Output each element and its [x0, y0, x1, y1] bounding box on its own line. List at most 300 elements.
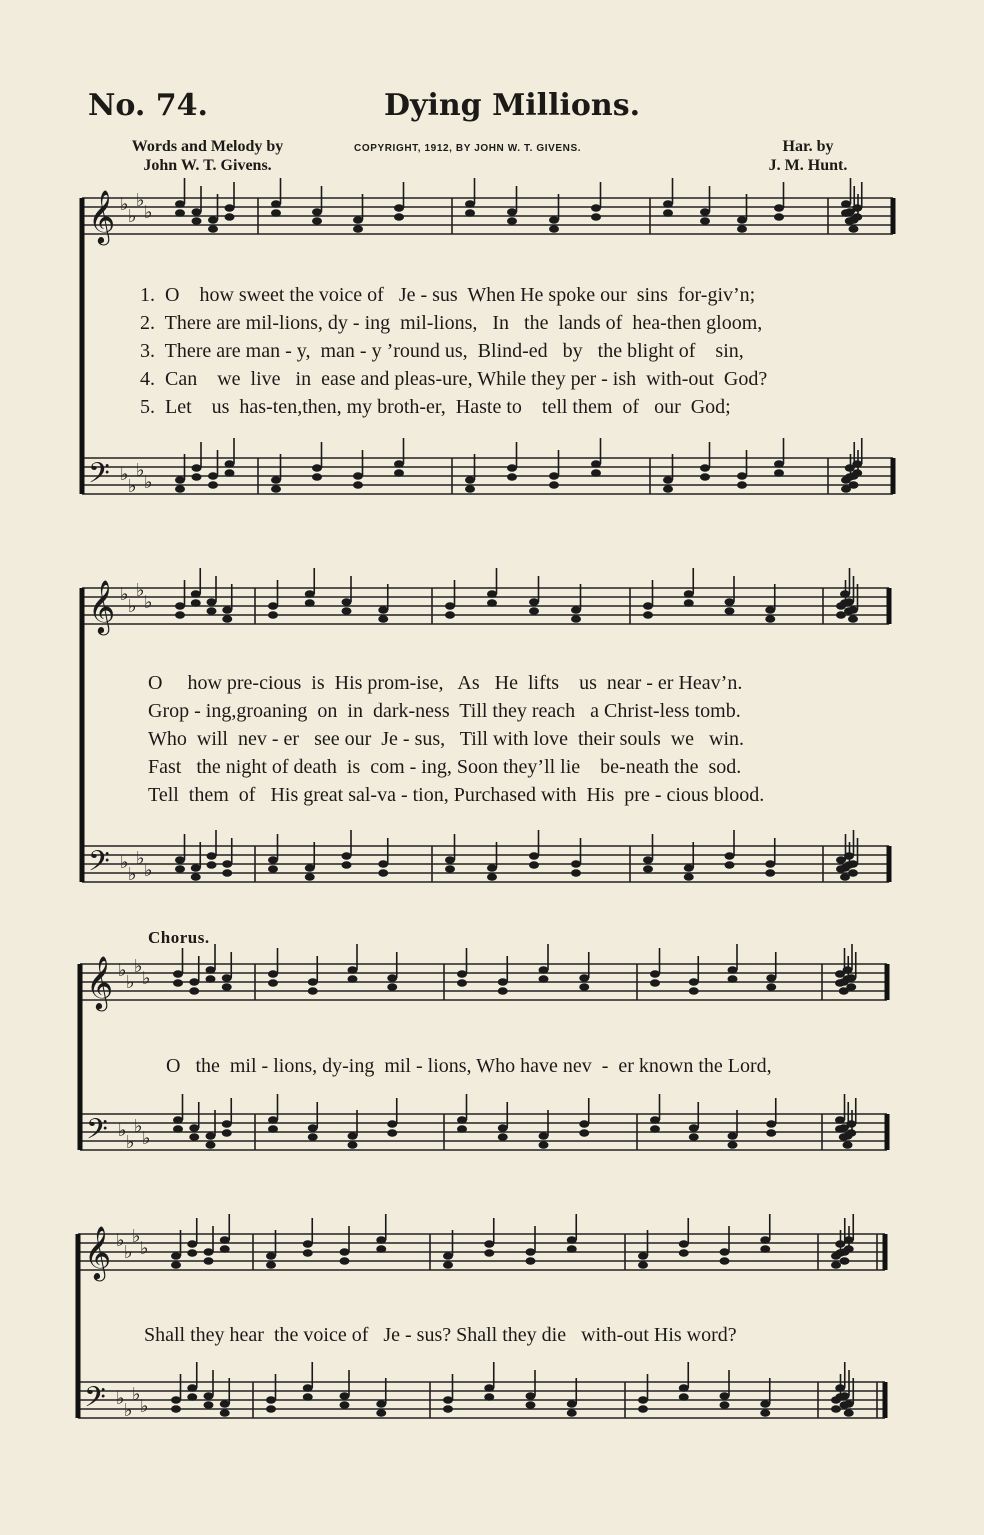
note-head — [567, 1400, 577, 1408]
note-head — [376, 1409, 386, 1417]
note-head — [843, 966, 853, 974]
note-head — [700, 473, 710, 481]
verse-5-line-b: Tell them of His great sal-va - tion, Purchased with His pre - cious blood. — [148, 784, 765, 806]
note-head — [579, 1129, 589, 1137]
note-head — [689, 1124, 699, 1132]
note-head — [443, 1252, 453, 1260]
treble-clef: 𝄞 — [84, 1225, 112, 1279]
note-head — [222, 983, 232, 991]
note-head — [638, 1405, 648, 1413]
note-head — [571, 606, 581, 614]
note-head — [848, 860, 858, 868]
note-head — [529, 607, 539, 615]
note-head — [187, 1249, 197, 1257]
flat-sign: ♭ — [134, 1116, 143, 1137]
note-head — [171, 1405, 181, 1413]
note-head — [207, 598, 217, 606]
note-head — [271, 476, 281, 484]
note-head — [700, 217, 710, 225]
note-head — [760, 1236, 770, 1244]
note-head — [303, 1384, 313, 1392]
note-head — [206, 1132, 216, 1140]
note-head — [684, 864, 694, 872]
flat-sign: ♭ — [126, 972, 135, 993]
note-head — [204, 1392, 214, 1400]
note-head — [650, 970, 660, 978]
note-head — [737, 481, 747, 489]
note-head — [173, 1125, 183, 1133]
flat-sign: ♭ — [144, 472, 153, 493]
note-head — [268, 970, 278, 978]
note-head — [192, 473, 202, 481]
note-head — [225, 469, 235, 477]
note-head — [303, 1249, 313, 1257]
note-head — [173, 1116, 183, 1124]
note-head — [342, 861, 352, 869]
note-head — [308, 1124, 318, 1132]
note-head — [207, 861, 217, 869]
note-head — [549, 472, 559, 480]
note-head — [222, 974, 232, 982]
note-head — [689, 987, 699, 995]
note-head — [689, 978, 699, 986]
note-head — [737, 225, 747, 233]
note-head — [643, 611, 653, 619]
note-head — [268, 979, 278, 987]
note-head — [484, 1384, 494, 1392]
note-head — [766, 1129, 776, 1137]
note-head — [443, 1405, 453, 1413]
note-head — [189, 978, 199, 986]
note-head — [204, 1401, 214, 1409]
note-head — [840, 1257, 850, 1265]
note-head — [268, 1116, 278, 1124]
note-head — [852, 469, 862, 477]
note-head — [571, 869, 581, 877]
note-head — [175, 611, 185, 619]
note-head — [484, 1393, 494, 1401]
note-head — [303, 1240, 313, 1248]
flat-sign: ♭ — [118, 1120, 127, 1141]
note-head — [376, 1400, 386, 1408]
note-head — [638, 1261, 648, 1269]
note-head — [378, 869, 388, 877]
note-head — [457, 970, 467, 978]
note-head — [445, 611, 455, 619]
note-head — [443, 1261, 453, 1269]
flat-sign: ♭ — [132, 1226, 141, 1247]
note-head — [445, 602, 455, 610]
note-head — [487, 590, 497, 598]
note-head — [684, 599, 694, 607]
chorus-label: Chorus. — [148, 928, 210, 947]
note-head — [340, 1248, 350, 1256]
note-head — [539, 1132, 549, 1140]
note-head — [650, 979, 660, 987]
note-head — [457, 979, 467, 987]
note-head — [643, 602, 653, 610]
note-head — [222, 606, 232, 614]
flat-sign: ♭ — [124, 1400, 133, 1421]
note-head — [387, 974, 397, 982]
note-head — [266, 1252, 276, 1260]
note-head — [271, 209, 281, 217]
treble-clef: 𝄞 — [86, 955, 114, 1009]
verse-3-line-a: 3. There are man - y, man - y ’round us, Blind-ed by the blight of sin, — [140, 340, 744, 362]
note-head — [507, 208, 517, 216]
note-head — [173, 970, 183, 978]
note-head — [173, 979, 183, 987]
note-head — [342, 607, 352, 615]
note-head — [303, 1393, 313, 1401]
note-head — [831, 1405, 841, 1413]
flat-sign: ♭ — [126, 1132, 135, 1153]
note-head — [348, 966, 358, 974]
note-head — [207, 607, 217, 615]
hymn-number: No. 74. — [88, 88, 208, 123]
note-head — [187, 1384, 197, 1392]
note-head — [187, 1240, 197, 1248]
note-head — [271, 485, 281, 493]
note-head — [225, 204, 235, 212]
verse-2-line-b: Grop - ing,groaning on in dark-ness Till they reach a Christ-less tomb. — [148, 700, 741, 722]
note-head — [191, 873, 201, 881]
note-head — [579, 1120, 589, 1128]
note-head — [487, 599, 497, 607]
note-head — [840, 1392, 850, 1400]
note-head — [567, 1245, 577, 1253]
note-head — [591, 213, 601, 221]
note-head — [312, 473, 322, 481]
note-head — [220, 1409, 230, 1417]
note-head — [720, 1392, 730, 1400]
note-head — [268, 865, 278, 873]
note-head — [846, 983, 856, 991]
note-head — [840, 590, 850, 598]
note-head — [539, 1141, 549, 1149]
note-head — [187, 1393, 197, 1401]
note-head — [571, 860, 581, 868]
note-head — [394, 213, 404, 221]
note-head — [774, 469, 784, 477]
note-head — [312, 208, 322, 216]
note-head — [348, 975, 358, 983]
note-head — [728, 966, 738, 974]
note-head — [445, 856, 455, 864]
note-head — [175, 856, 185, 864]
note-head — [220, 1245, 230, 1253]
note-head — [222, 1120, 232, 1128]
note-head — [171, 1252, 181, 1260]
note-head — [498, 1133, 508, 1141]
note-head — [225, 213, 235, 221]
note-head — [465, 209, 475, 217]
note-head — [760, 1409, 770, 1417]
note-head — [539, 966, 549, 974]
verse-4-line-b: Fast the night of death is com - ing, Soon they’ll lie be-neath the sod. — [148, 756, 742, 778]
note-head — [189, 1124, 199, 1132]
note-head — [720, 1401, 730, 1409]
note-head — [457, 1125, 467, 1133]
note-head — [507, 464, 517, 472]
note-head — [222, 615, 232, 623]
note-head — [737, 472, 747, 480]
bass-clef: 𝄢 — [86, 1113, 108, 1153]
note-head — [567, 1236, 577, 1244]
note-head — [376, 1245, 386, 1253]
note-head — [774, 204, 784, 212]
note-head — [305, 590, 315, 598]
note-head — [774, 460, 784, 468]
note-head — [222, 869, 232, 877]
note-head — [484, 1249, 494, 1257]
note-head — [663, 476, 673, 484]
note-head — [728, 975, 738, 983]
note-head — [220, 1236, 230, 1244]
note-head — [348, 1132, 358, 1140]
note-head — [191, 864, 201, 872]
note-head — [484, 1240, 494, 1248]
note-head — [175, 209, 185, 217]
note-head — [643, 856, 653, 864]
note-head — [846, 1120, 856, 1128]
note-head — [353, 225, 363, 233]
note-head — [849, 481, 859, 489]
note-head — [487, 873, 497, 881]
note-head — [679, 1393, 689, 1401]
note-head — [189, 987, 199, 995]
note-head — [268, 611, 278, 619]
flat-sign: ♭ — [136, 848, 145, 869]
note-head — [175, 485, 185, 493]
note-head — [498, 987, 508, 995]
note-head — [844, 1245, 854, 1253]
note-head — [848, 606, 858, 614]
note-head — [192, 208, 202, 216]
flat-sign: ♭ — [116, 1388, 125, 1409]
harmony-credit-line-1: Har. by — [782, 138, 834, 155]
note-head — [340, 1401, 350, 1409]
note-head — [220, 1400, 230, 1408]
bass-clef: 𝄢 — [88, 457, 110, 497]
note-head — [305, 599, 315, 607]
note-head — [549, 216, 559, 224]
note-head — [171, 1396, 181, 1404]
note-head — [342, 852, 352, 860]
chorus-line-1: O the mil - lions, dy-ing mil - lions, Who have nev - er known the Lord, — [166, 1055, 772, 1077]
flat-sign: ♭ — [134, 956, 143, 977]
note-head — [852, 460, 862, 468]
note-head — [831, 1261, 841, 1269]
note-head — [835, 1384, 845, 1392]
note-head — [650, 1125, 660, 1133]
note-head — [204, 1248, 214, 1256]
flat-sign: ♭ — [120, 464, 129, 485]
note-head — [222, 1129, 232, 1137]
flat-sign: ♭ — [128, 596, 137, 617]
note-head — [700, 208, 710, 216]
note-head — [206, 1141, 216, 1149]
note-head — [204, 1257, 214, 1265]
note-head — [725, 861, 735, 869]
note-head — [308, 978, 318, 986]
flat-sign: ♭ — [132, 1384, 141, 1405]
note-head — [774, 213, 784, 221]
note-head — [529, 861, 539, 869]
note-head — [208, 481, 218, 489]
note-head — [848, 869, 858, 877]
note-head — [189, 1133, 199, 1141]
note-head — [222, 860, 232, 868]
note-head — [208, 472, 218, 480]
flat-sign: ♭ — [136, 190, 145, 211]
note-head — [271, 200, 281, 208]
note-head — [207, 852, 217, 860]
note-head — [844, 1400, 854, 1408]
note-head — [591, 469, 601, 477]
note-head — [394, 460, 404, 468]
words-credit-line-1: Words and Melody by — [131, 138, 284, 155]
note-head — [507, 473, 517, 481]
note-head — [663, 200, 673, 208]
note-head — [266, 1396, 276, 1404]
note-head — [387, 1129, 397, 1137]
note-head — [579, 974, 589, 982]
words-credit-line-2: John W. T. Givens. — [143, 157, 272, 174]
note-head — [760, 1400, 770, 1408]
note-head — [766, 983, 776, 991]
note-head — [526, 1401, 536, 1409]
note-head — [353, 472, 363, 480]
flat-sign: ♭ — [144, 860, 153, 881]
note-head — [498, 978, 508, 986]
note-head — [679, 1384, 689, 1392]
note-head — [465, 485, 475, 493]
note-head — [445, 865, 455, 873]
note-head — [848, 615, 858, 623]
note-head — [487, 864, 497, 872]
note-head — [766, 1120, 776, 1128]
note-head — [684, 873, 694, 881]
note-head — [526, 1257, 536, 1265]
flat-sign: ♭ — [128, 206, 137, 227]
note-head — [844, 1409, 854, 1417]
note-head — [266, 1261, 276, 1269]
note-head — [206, 966, 216, 974]
note-head — [378, 615, 388, 623]
note-head — [394, 469, 404, 477]
flat-sign: ♭ — [136, 580, 145, 601]
note-head — [312, 464, 322, 472]
note-head — [268, 602, 278, 610]
flat-sign: ♭ — [140, 1396, 149, 1417]
note-head — [841, 200, 851, 208]
flat-sign: ♭ — [116, 1230, 125, 1251]
note-head — [529, 598, 539, 606]
note-head — [591, 204, 601, 212]
flat-sign: ♭ — [128, 864, 137, 885]
note-head — [191, 590, 201, 598]
note-head — [844, 1236, 854, 1244]
note-head — [191, 599, 201, 607]
verse-2-line-a: 2. There are mil-lions, dy - ing mil-lions, In the lands of hea-then gloom, — [140, 312, 763, 334]
note-head — [342, 598, 352, 606]
note-head — [720, 1257, 730, 1265]
note-head — [340, 1392, 350, 1400]
note-head — [689, 1133, 699, 1141]
note-head — [571, 615, 581, 623]
flat-sign: ♭ — [142, 968, 151, 989]
note-head — [765, 869, 775, 877]
note-head — [378, 606, 388, 614]
flat-sign: ♭ — [140, 1238, 149, 1259]
verse-4-line-a: 4. Can we live in ease and pleas-ure, While they per - ish with-out God? — [140, 368, 768, 390]
note-head — [308, 1133, 318, 1141]
note-head — [725, 852, 735, 860]
note-head — [378, 860, 388, 868]
note-head — [835, 1240, 845, 1248]
note-head — [844, 598, 854, 606]
note-head — [663, 485, 673, 493]
note-head — [728, 1132, 738, 1140]
note-head — [225, 460, 235, 468]
note-head — [852, 204, 862, 212]
flat-sign: ♭ — [124, 1242, 133, 1263]
note-head — [457, 1116, 467, 1124]
note-head — [348, 1141, 358, 1149]
note-head — [353, 481, 363, 489]
note-head — [725, 607, 735, 615]
verse-5-line-a: 5. Let us has-ten,then, my broth-er, Haste to tell them of our God; — [140, 396, 731, 418]
note-head — [663, 209, 673, 217]
note-head — [760, 1245, 770, 1253]
note-head — [835, 1116, 845, 1124]
note-head — [591, 460, 601, 468]
note-head — [844, 852, 854, 860]
note-head — [728, 1141, 738, 1149]
hymn-title: Dying Millions. — [384, 88, 641, 123]
flat-sign: ♭ — [142, 1128, 151, 1149]
note-head — [843, 1141, 853, 1149]
note-head — [206, 975, 216, 983]
note-head — [679, 1249, 689, 1257]
note-head — [737, 216, 747, 224]
bass-clef: 𝄢 — [84, 1381, 106, 1421]
note-head — [650, 1116, 660, 1124]
note-head — [266, 1405, 276, 1413]
note-head — [268, 1125, 278, 1133]
flat-sign: ♭ — [120, 852, 129, 873]
note-head — [465, 200, 475, 208]
note-head — [498, 1124, 508, 1132]
note-head — [376, 1236, 386, 1244]
note-head — [539, 975, 549, 983]
flat-sign: ♭ — [120, 584, 129, 605]
note-head — [766, 974, 776, 982]
note-head — [268, 856, 278, 864]
note-head — [526, 1392, 536, 1400]
note-head — [353, 216, 363, 224]
note-head — [700, 464, 710, 472]
note-head — [567, 1409, 577, 1417]
flat-sign: ♭ — [144, 592, 153, 613]
note-head — [443, 1396, 453, 1404]
note-head — [684, 590, 694, 598]
note-head — [312, 217, 322, 225]
note-head — [171, 1261, 181, 1269]
note-head — [208, 225, 218, 233]
note-head — [846, 974, 856, 982]
